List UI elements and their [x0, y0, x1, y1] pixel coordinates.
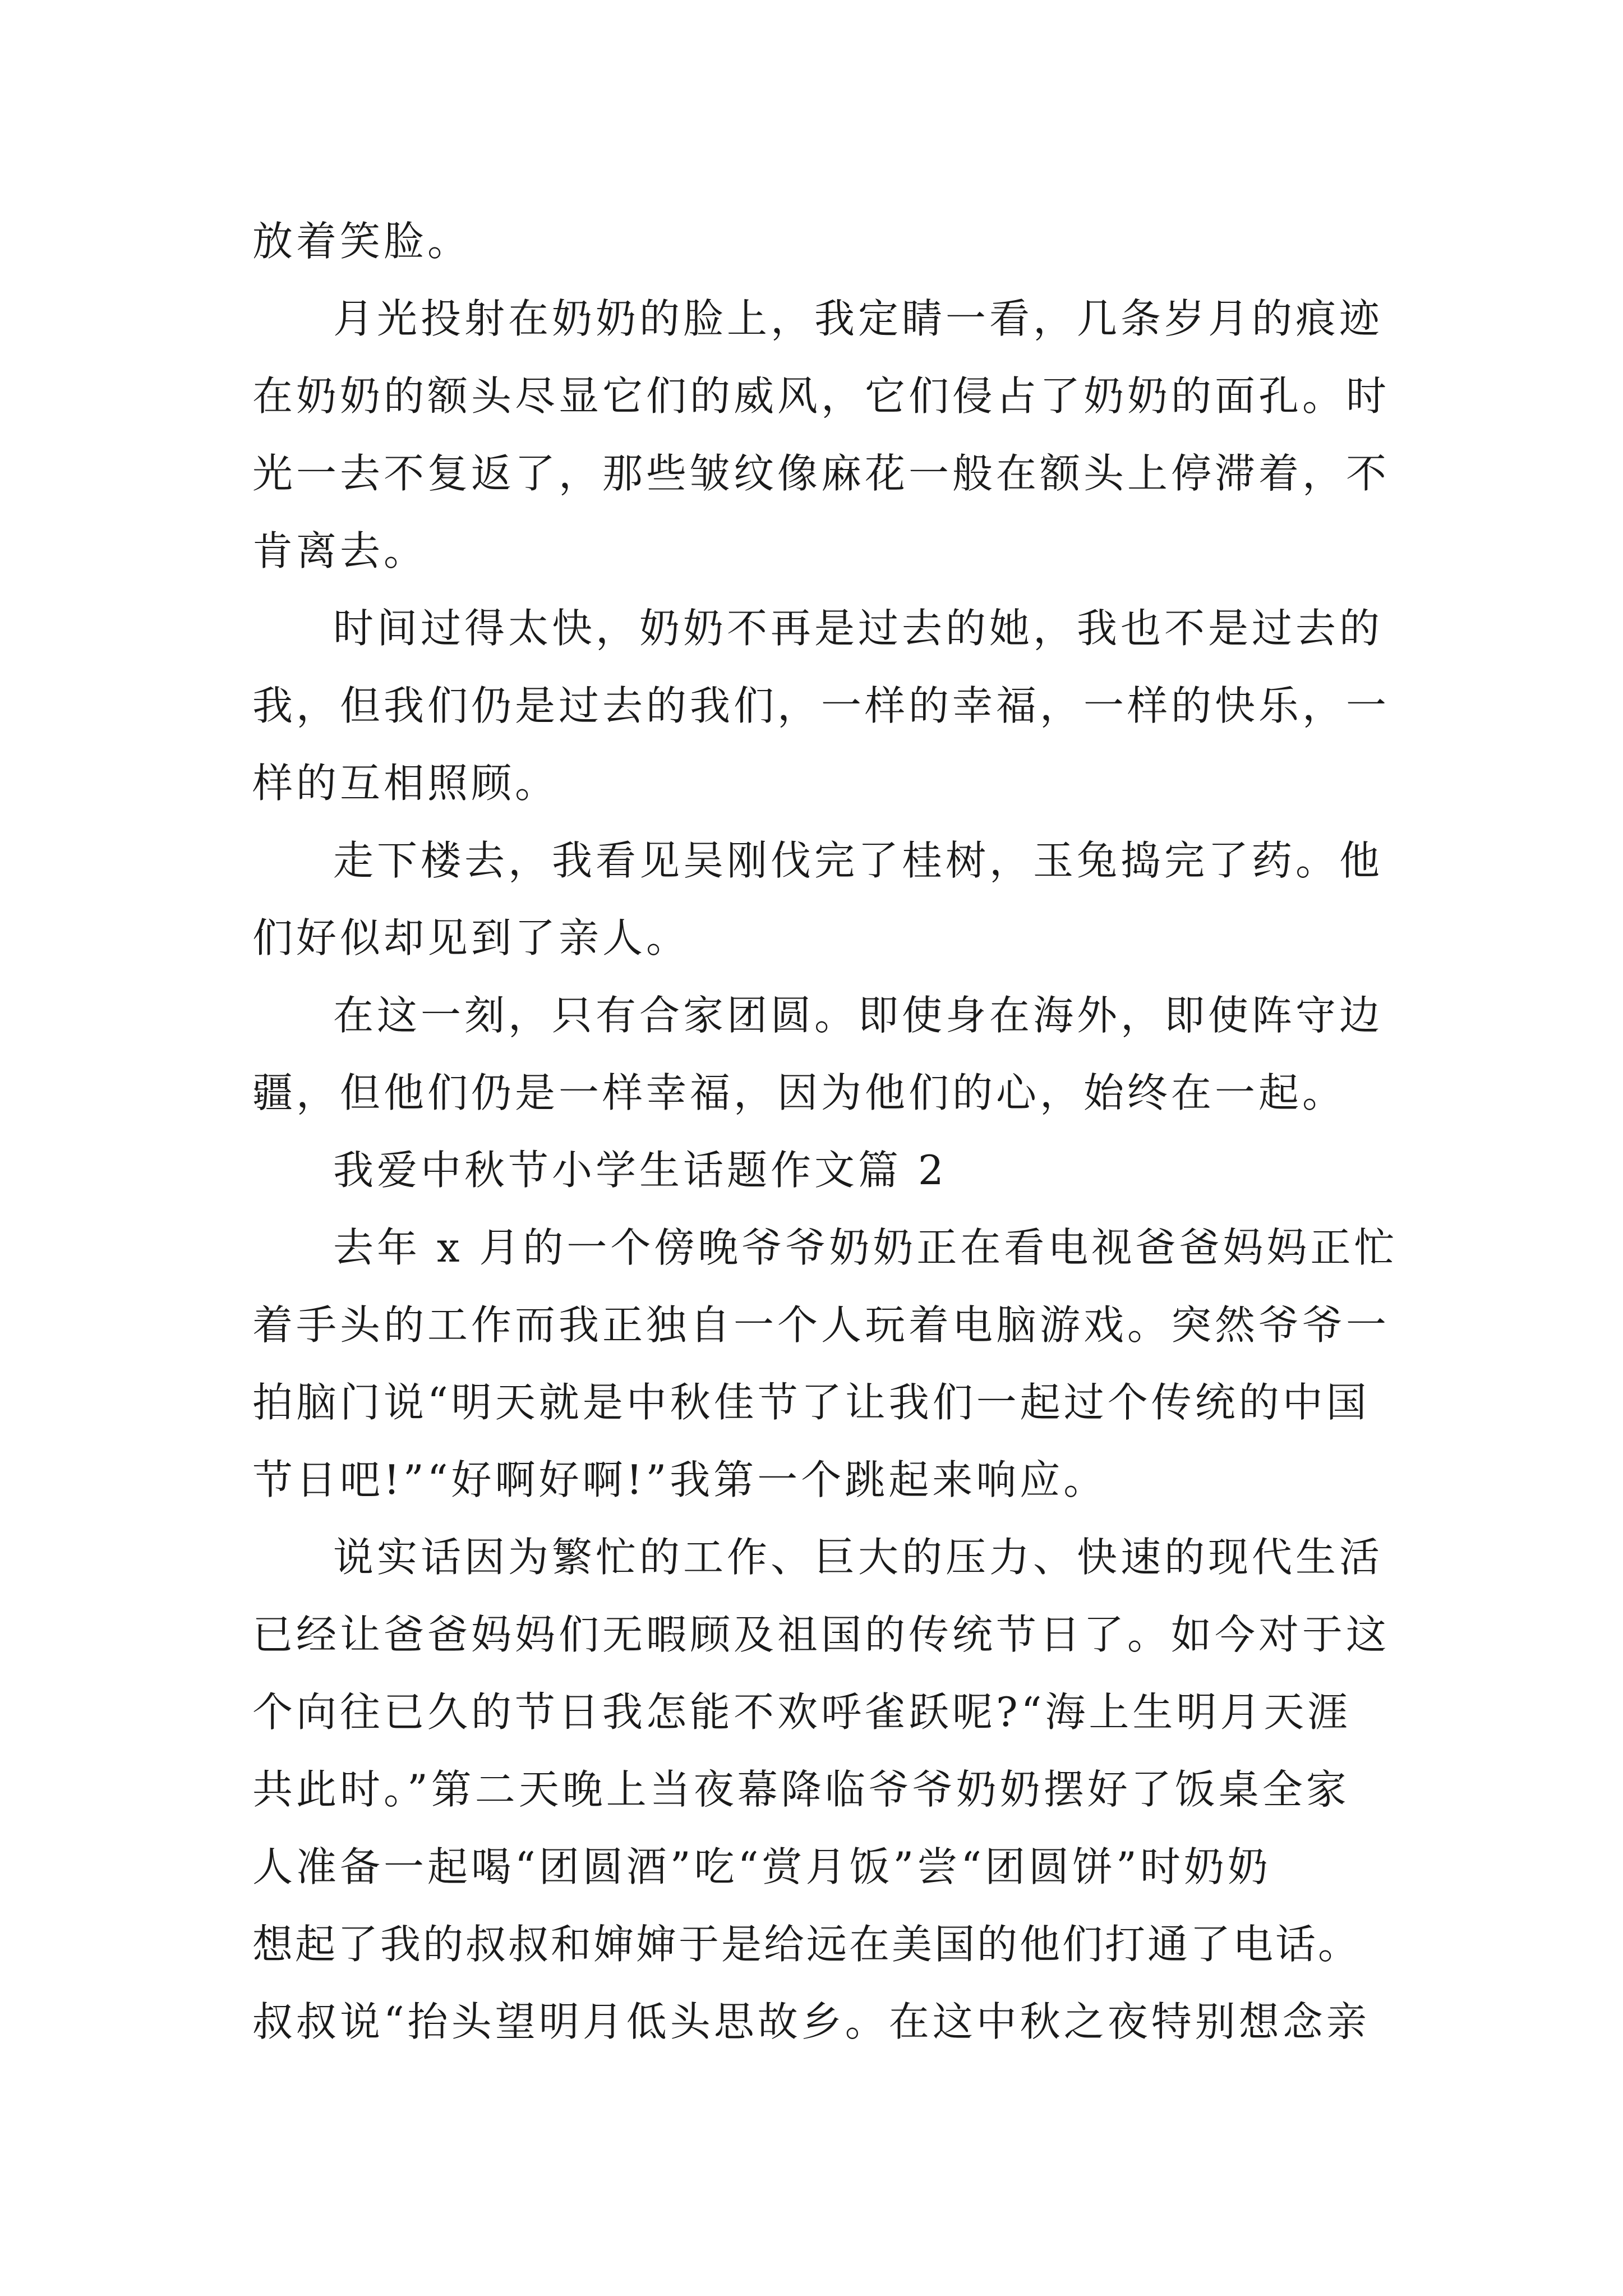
- text-line: 在奶奶的额头尽显它们的威风，它们侵占了奶奶的面孔。时: [252, 372, 1390, 420]
- text-line: 放着笑脸。: [252, 218, 472, 265]
- paragraph-start: 时间过得太快，奶奶不再是过去的她，我也不是过去的: [333, 605, 1384, 652]
- section-heading: 我爱中秋节小学生话题作文篇 2: [333, 1147, 947, 1194]
- text-line: 疆，但他们仍是一样幸福，因为他们的心，始终在一起。: [252, 1069, 1347, 1116]
- text-line: 共此时。”第二天晚上当夜幕降临爷爷奶奶摆好了饭桌全家: [252, 1766, 1350, 1813]
- paragraph-start: 月光投射在奶奶的脸上，我定睛一看，几条岁月的痕迹: [333, 295, 1384, 342]
- text-line: 样的互相照顾。: [252, 760, 559, 807]
- text-line: 个向往已久的节日我怎能不欢呼雀跃呢?“海上生明月天涯: [252, 1688, 1352, 1736]
- text-line: 已经让爸爸妈妈们无暇顾及祖国的传统节日了。如今对于这: [252, 1611, 1390, 1658]
- text-line: 节日吧!”“好啊好啊!”我第一个跳起来响应。: [252, 1456, 1108, 1503]
- text-line: 人准备一起喝“团圆酒”吃“赏月饭”尝“团圆饼”时奶奶: [252, 1843, 1271, 1890]
- paragraph-start: 说实话因为繁忙的工作、巨大的压力、快速的现代生活: [333, 1534, 1384, 1581]
- text-line: 着手头的工作而我正独自一个人玩着电脑游戏。突然爷爷一: [252, 1301, 1390, 1349]
- text-line: 们好似却见到了亲人。: [252, 914, 690, 961]
- text-line: 拍脑门说“明天就是中秋佳节了让我们一起过个传统的中国: [252, 1379, 1370, 1426]
- paragraph-start: 在这一刻，只有合家团圆。即使身在海外，即使阵守边: [333, 992, 1384, 1039]
- text-line: 我，但我们仍是过去的我们，一样的幸福，一样的快乐，一: [252, 682, 1390, 729]
- paragraph-start: 去年 x 月的一个傍晚爷爷奶奶正在看电视爸爸妈妈正忙: [333, 1224, 1398, 1271]
- text-line: 想起了我的叔叔和婶婶于是给远在美国的他们打通了电话。: [252, 1921, 1361, 1968]
- text-line: 叔叔说“抬头望明月低头思故乡。在这中秋之夜特别想念亲: [252, 1998, 1370, 2045]
- paragraph-start: 走下楼去，我看见吴刚伐完了桂树，玉兔捣完了药。他: [333, 837, 1384, 884]
- text-line: 光一去不复返了，那些皱纹像麻花一般在额头上停滞着，不: [252, 450, 1390, 497]
- text-line: 肯离去。: [252, 527, 428, 574]
